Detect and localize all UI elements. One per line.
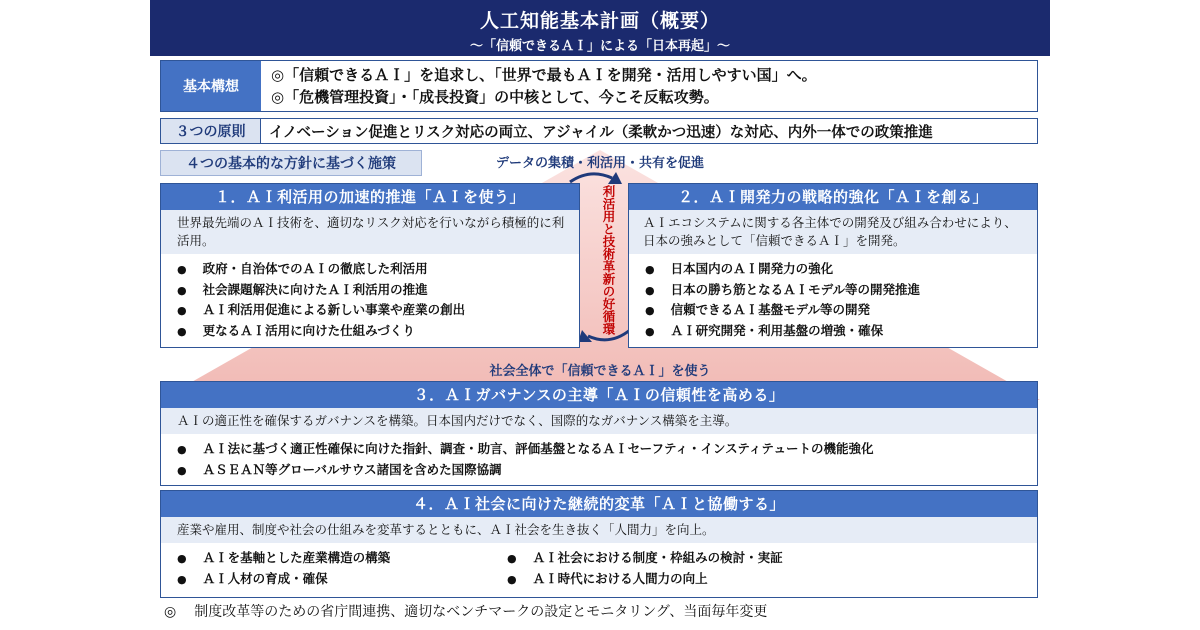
list-item: ● 信頼できるＡＩ基盤モデル等の開発 xyxy=(645,300,1037,321)
concept-line: ◎「危機管理投資」・「成長投資」の中核として、今こそ反転攻勢。 xyxy=(271,88,719,106)
basic-concept xyxy=(160,60,1038,112)
panel-description: ＡＩの適正性を確保するガバナンスを構築。日本国内だけでなく、国際的なガバナンス構築を主導。 xyxy=(161,408,1037,434)
list-item: ● ＡＩ研究開発・利用基盤の増強・確保 xyxy=(645,321,1037,342)
list-item: ● 政府・自治体でのＡＩの徹底した利活用 xyxy=(177,259,579,280)
panel-description: 世界最先端のＡＩ技術を、適切なリスク対応を行いながら積極的に利活用。 xyxy=(161,210,579,254)
panel-ai-society xyxy=(160,490,1038,598)
title-bar xyxy=(150,0,1050,56)
panel-title: １．ＡＩ利活用の加速的推進「ＡＩを使う」 xyxy=(161,184,579,210)
data-promotion-caption: データの集積・利活用・共有を促進 xyxy=(495,156,704,171)
slide xyxy=(150,0,1050,630)
page-subtitle: ～「信頼できるＡＩ」による「日本再起」～ xyxy=(469,39,730,54)
panel-ai-use xyxy=(160,183,580,348)
list-item: ● 更なるＡＩ活用に向けた仕組みづくり xyxy=(177,321,579,342)
bullet-list xyxy=(161,254,579,341)
three-principles xyxy=(160,118,1038,144)
list-item: ● ＡＩ利活用促進による新しい事業や産業の創出 xyxy=(177,300,579,321)
list-item: ● ＡＩ社会における制度・枠組みの検討・実証 xyxy=(507,548,821,569)
list-item: ● ＡＳＥＡＮ等グローバルサウス諸国を含めた国際協調 xyxy=(177,460,1037,481)
basic-concept-label: 基本構想 xyxy=(161,61,261,111)
panel-title: ３．ＡＩガバナンスの主導「ＡＩの信頼性を高める」 xyxy=(161,382,1037,408)
list-item: ● ＡＩ法に基づく適正性確保に向けた指針、調査・助言、評価基盤となるＡＩセーフティ・インスティテュートの機能強化 xyxy=(177,439,1037,460)
panel-title: ２．ＡＩ開発力の戦略的強化「ＡＩを創る」 xyxy=(629,184,1037,210)
list-item: ● ＡＩを基軸とした産業構造の構築 xyxy=(177,548,491,569)
bullet-list xyxy=(629,254,1037,341)
principles-text: イノベーション促進とリスク対応の両立、アジャイル（柔軟かつ迅速）な対応、内外一体での政策推進 xyxy=(269,124,933,141)
bullet-list xyxy=(161,434,1037,480)
page-title: 人工知能基本計画（概要） xyxy=(479,10,720,32)
trusted-ai-caption: 社会全体で「信頼できるＡＩ」を使う xyxy=(489,364,711,379)
virtuous-cycle xyxy=(587,180,621,340)
bullet-columns xyxy=(161,543,1037,589)
panel-description: 産業や雇用、制度や社会の仕組みを変革するとともに、ＡＩ社会を生き抜く「人間力」を向上。 xyxy=(161,517,1037,543)
list-item: ● 日本国内のＡＩ開発力の強化 xyxy=(645,259,1037,280)
list-item: ● 社会課題解決に向けたＡＩ利活用の推進 xyxy=(177,280,579,301)
policies-label: ４つの基本的な方針に基づく施策 xyxy=(160,150,422,176)
panel-description: ＡＩエコシステムに関する各主体での開発及び組み合わせにより、日本の強みとして「信頼できるＡＩ」を開発。 xyxy=(629,210,1037,254)
list-item: ● ＡＩ人材の育成・確保 xyxy=(177,569,491,590)
panel-ai-create xyxy=(628,183,1038,348)
concept-line: ◎「信頼できるＡＩ」を追求し、「世界で最もＡＩを開発・活用しやすい国」へ。 xyxy=(271,66,817,84)
basic-concept-lines xyxy=(261,61,817,111)
footnote-text: 制度改革等のための省庁間連携、適切なベンチマークの設定とモニタリング、当面毎年変更 xyxy=(194,604,768,620)
footnote xyxy=(164,601,767,621)
principles-label: ３つの原則 xyxy=(161,119,261,143)
list-item: ● 日本の勝ち筋となるＡＩモデル等の開発推進 xyxy=(645,280,1037,301)
double-circle-mark: ◎ xyxy=(164,604,177,620)
bullet-list-right xyxy=(491,543,821,589)
panel-ai-governance xyxy=(160,381,1038,486)
virtuous-cycle-label: 利活用と技術革新の好循環 xyxy=(601,185,616,335)
list-item: ● ＡＩ時代における人間力の向上 xyxy=(507,569,821,590)
bullet-list-left xyxy=(161,543,491,589)
panel-title: ４．ＡＩ社会に向けた継続的変革「ＡＩと協働する」 xyxy=(161,491,1037,517)
